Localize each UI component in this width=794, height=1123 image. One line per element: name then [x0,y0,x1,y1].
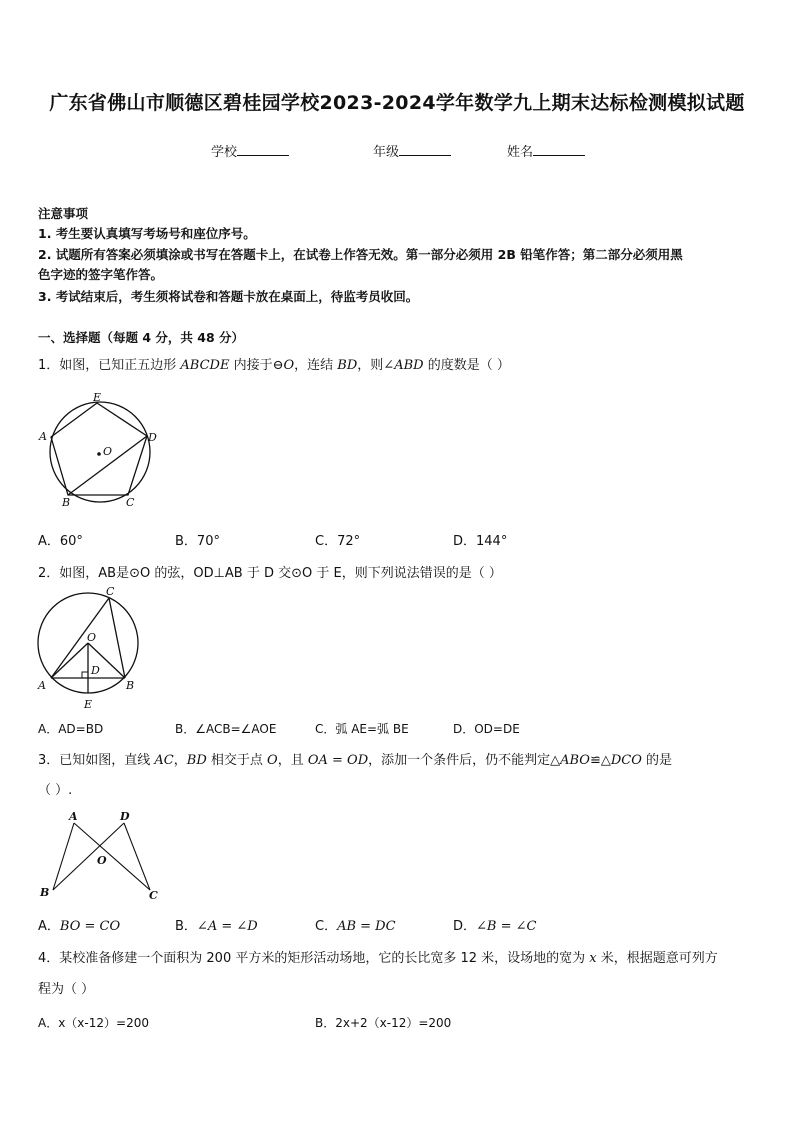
q1-t2: ，连结 [294,358,338,373]
q4-option-a[interactable]: A．x（x-12）=200 [38,1016,149,1030]
q1-label-c: C [126,496,135,509]
q3-segment-ac [74,823,150,890]
q1-label-b: B [62,496,71,509]
notice-item-3: 3. 考试结束后，考生须将试卷和答题卡放在桌面上，待监考员收回。 [38,289,419,304]
q1-math-pentagon: ABCDE [180,358,230,373]
grade-label: 年级 [373,145,400,160]
q2-segment-ac [51,598,109,678]
q2-label-d: D [91,664,100,677]
name-field[interactable] [507,141,585,160]
q3-prefix: 3．已知如图，直线 [38,753,155,768]
q3-label-c: C [149,889,158,902]
q3-math-o: O [267,753,278,768]
question-3-line2: （ ）. [38,783,73,798]
q3-option-a-prefix: A． [38,919,60,934]
notice-item-2b: 色字迹的签字笔作答。 [38,267,164,282]
q3-math-ac: AC [154,753,174,768]
q1-t3: ，则 [357,358,384,373]
school-label: 学校 [211,145,238,160]
q2-option-c[interactable]: C．弧 AE=弧 BE [315,722,409,736]
q2-option-b[interactable]: B．∠ACB=∠AOE [175,722,277,736]
q2-option-d[interactable]: D．OD=DE [453,722,520,736]
q1-label-d: D [148,431,157,444]
question-2-text: 2．如图，AB是⊙O 的弦，OD⊥AB 于 D 交⊙O 于 E，则下列说法错误的是（ ） [38,566,502,581]
q2-figure [36,584,146,714]
q3-t1: ， [173,753,187,768]
q3-option-c-prefix: C． [315,919,338,934]
q3-t4: ，添加一个条件后，仍不能判定△ [368,753,561,768]
q3-label-a: A [69,810,78,823]
q3-option-d[interactable] [453,915,536,934]
notice-heading: 注意事项 [38,206,89,221]
q2-label-o: O [87,631,97,644]
q4-var-x: x [589,951,597,966]
school-blank [237,143,289,156]
q2-option-a[interactable]: A．AD=BD [38,722,104,736]
q3-math-dco: DCO [610,753,642,768]
q3-t2: 相交于点 [206,753,268,768]
q3-option-b-text: ∠A = ∠D [196,919,258,934]
q1-option-a[interactable]: A．60° [38,534,83,549]
notice-item-2a: 2. 试题所有答案必须填涂或书写在答题卡上，在试卷上作答无效。第一部分必须用 2B 铅笔作答；第二部分必须用黑 [38,247,683,262]
question-3-text [38,749,672,768]
q3-option-b[interactable] [175,915,258,934]
section-heading: 一、选择题（每题 4 分，共 48 分） [38,330,245,345]
q3-math-bd: BD [186,753,207,768]
question-4-line1 [38,947,718,966]
question-1-text [38,354,510,373]
name-blank [533,143,585,156]
grade-field[interactable] [373,141,451,160]
q3-t6: 的是 [641,753,673,768]
q2-label-c: C [106,585,115,598]
q2-label-e: E [84,698,93,711]
q1-math-angle: ∠ABD [383,358,424,373]
q1-label-o: O [103,445,113,458]
q3-math-oa-od: OA = OD [307,753,369,768]
q1-center-dot [97,452,101,456]
school-field[interactable] [211,141,289,160]
q3-option-c[interactable] [315,915,396,934]
notice-item-1: 1. 考生要认真填写考场号和座位序号。 [38,226,256,241]
q1-t1: 内接于 [229,358,273,373]
grade-blank [399,143,451,156]
q1-math-circle: ⊖O [272,358,295,373]
q2-right-angle-mark [82,672,88,678]
question-4-line2: 程为（ ） [38,982,95,997]
name-label: 姓名 [507,145,534,160]
q3-math-abo: ABO [560,753,590,768]
q3-figure [36,808,166,904]
q3-segment-dc [124,823,150,890]
q3-option-a[interactable] [38,915,120,934]
q3-label-o: O [97,854,107,867]
q3-option-d-text: ∠B = ∠C [476,919,537,934]
q1-label-a: A [39,430,47,443]
q1-label-e: E [93,391,102,404]
q1-option-c[interactable]: C．72° [315,534,361,549]
q4-line1a: 4．某校准备修建一个面积为 200 平方米的矩形活动场地，它的长比宽多 12 米，设场地的宽为 [38,951,590,966]
q1-t4: 的度数是（ ） [423,358,510,373]
q1-figure [38,392,163,512]
q2-label-b: B [126,679,135,692]
q3-label-b: B [40,886,50,899]
q4-line1b: 米，根据题意可列方 [596,951,718,966]
q2-label-a: A [38,679,46,692]
page-title: 广东省佛山市顺德区碧桂园学校2023-2024学年数学九上期末达标检测模拟试题 [49,92,745,114]
q3-option-c-text: AB = DC [337,919,396,934]
q3-t5: ≌△ [589,753,611,768]
q3-option-d-prefix: D． [453,919,477,934]
q3-option-a-text: BO = CO [59,919,121,934]
q4-option-b[interactable]: B．2x+2（x-12）=200 [315,1016,452,1030]
q3-option-b-prefix: B． [175,919,197,934]
q1-option-b[interactable]: B．70° [175,534,220,549]
q1-math-bd: BD [337,358,358,373]
q3-t3: ，且 [277,753,308,768]
q1-prefix: 1．如图，已知正五边形 [38,358,181,373]
q3-label-d: D [120,810,130,823]
q1-option-d[interactable]: D．144° [453,534,508,549]
